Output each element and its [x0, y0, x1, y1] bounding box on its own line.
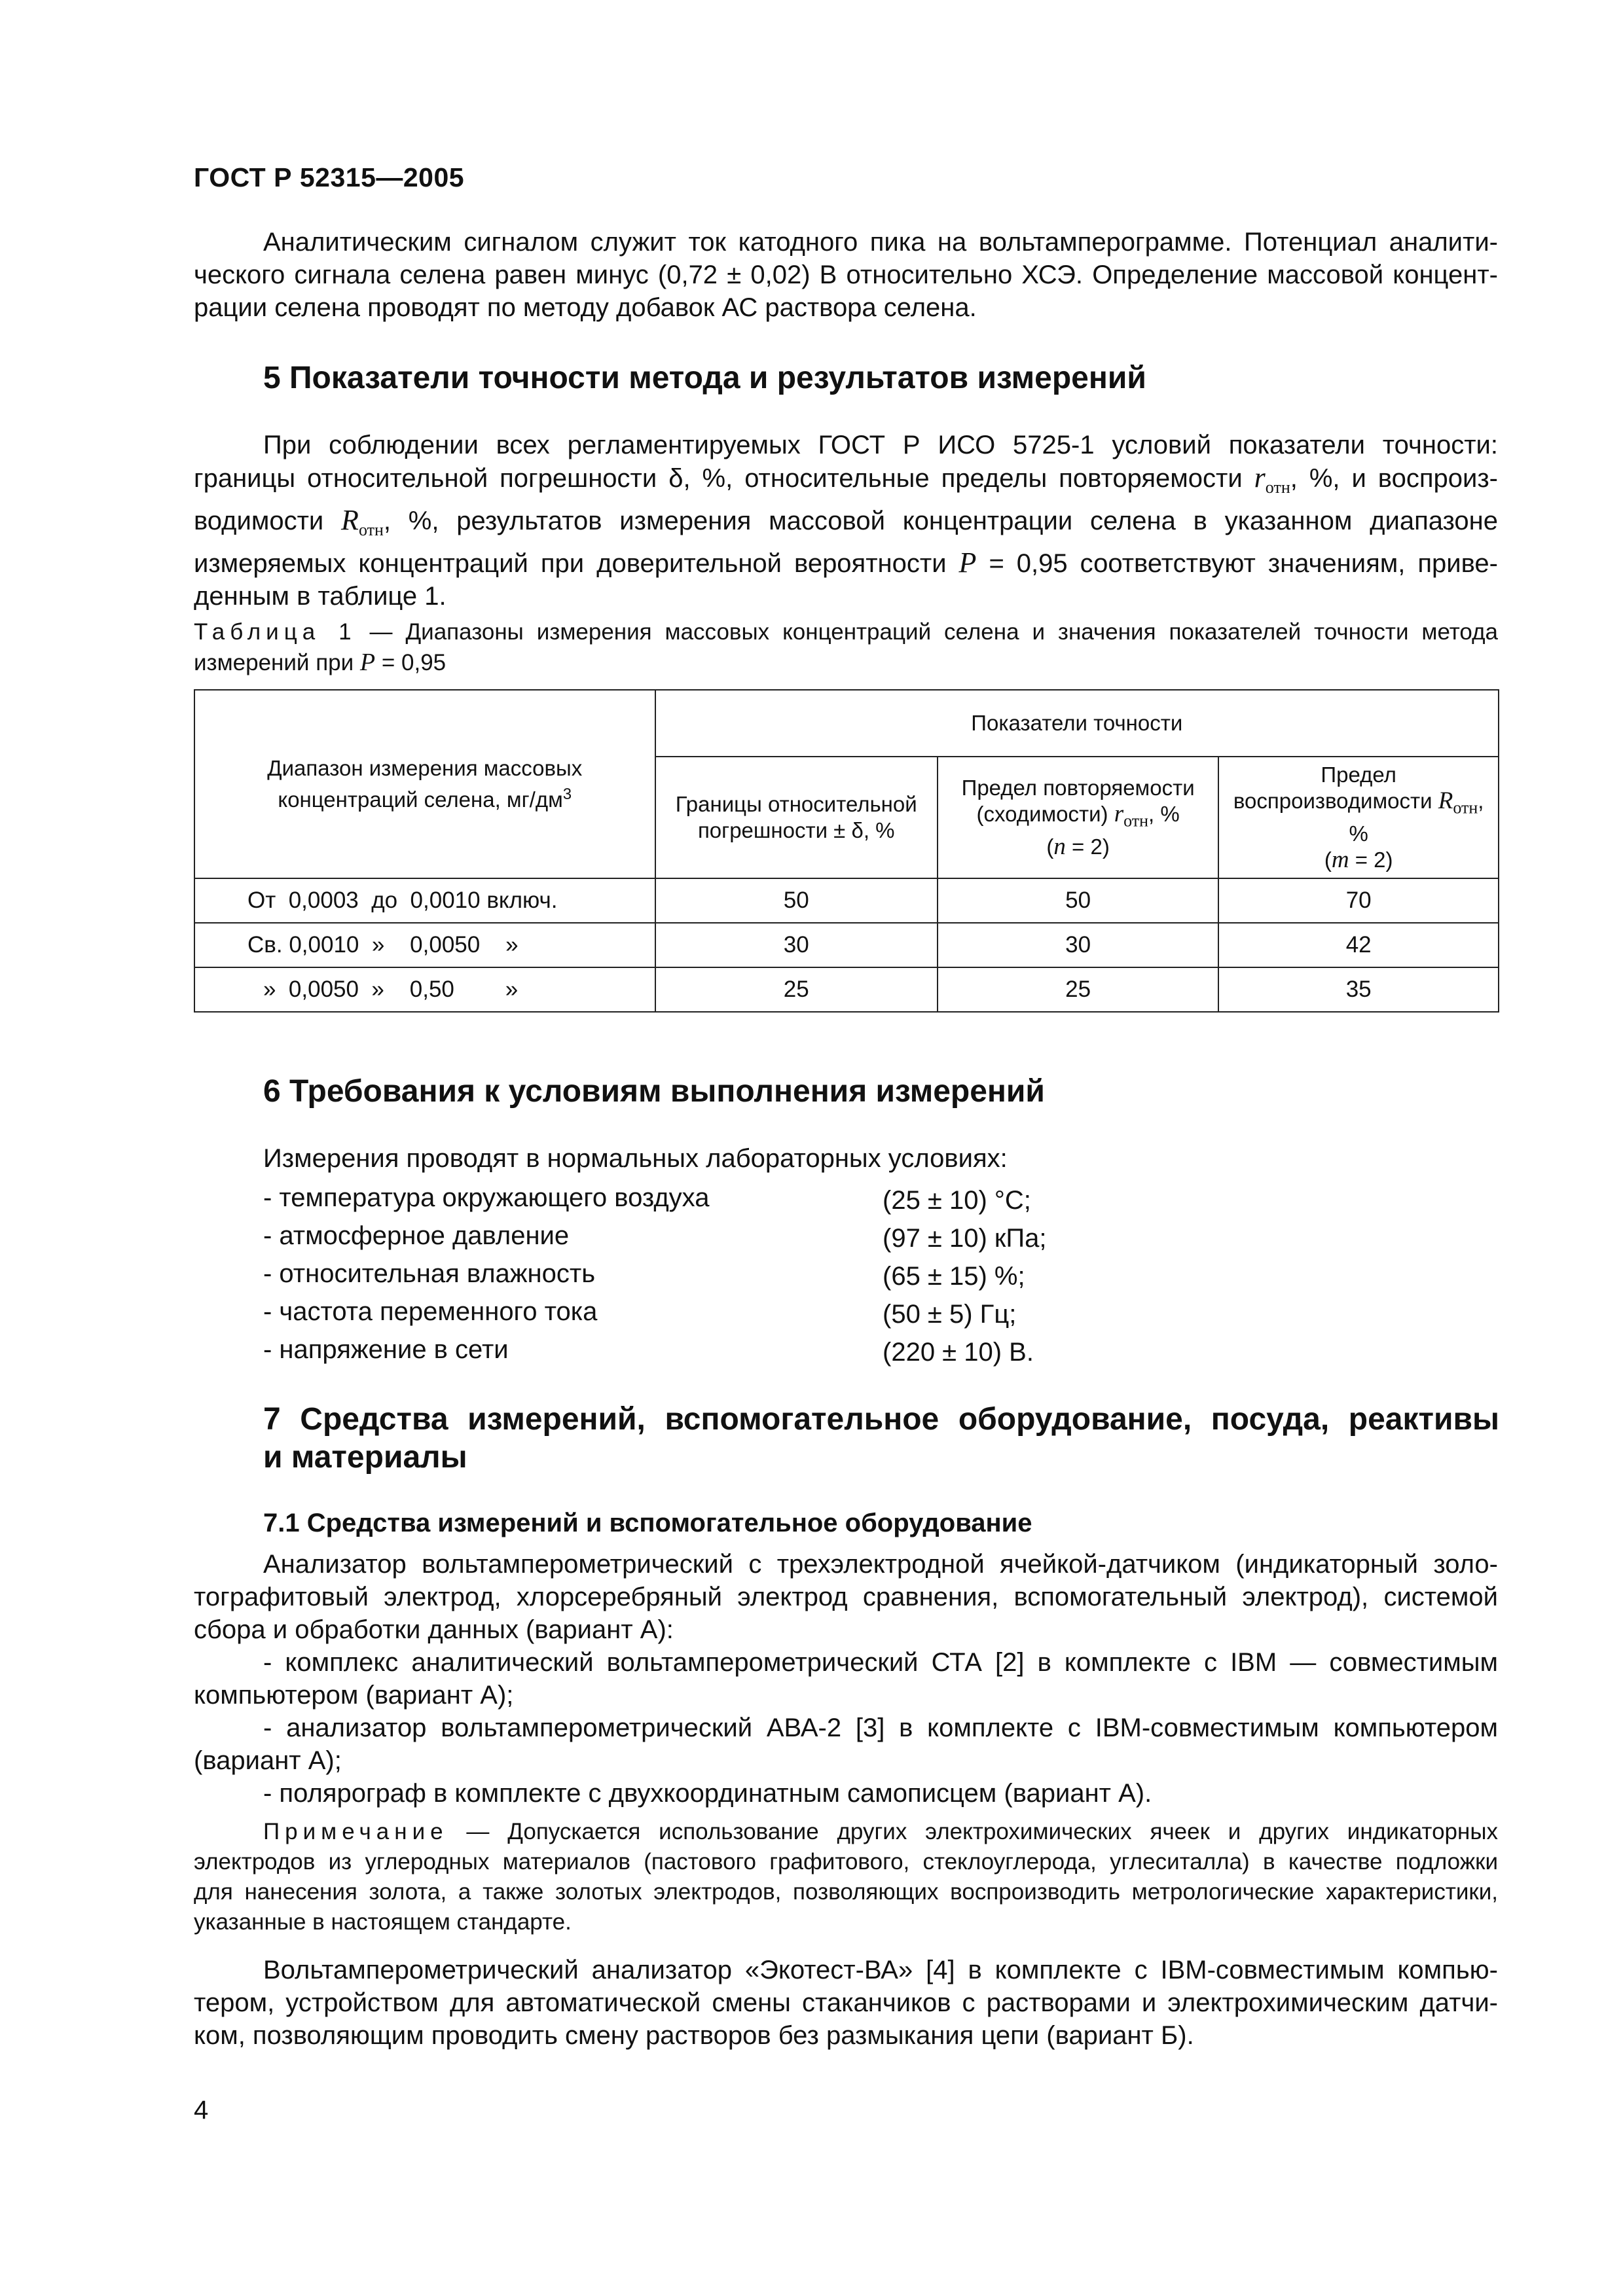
- s5-line: измеряемых концентраций при доверительной вероятности P = 0,95 соответствуют значениям, приве-: [194, 547, 1498, 579]
- condition-value: (65 ± 15) %;: [883, 1262, 1025, 1291]
- list-item: - анализатор вольтамперометрический АВА-2 [3] в комплекте с IBM-совместимым компьютером: [263, 1713, 1498, 1742]
- col-header-repeatability: Предел повторяемости (сходимости) $r_{отн}$, % (n = 2): [938, 757, 1218, 878]
- R-symbol: R: [341, 504, 359, 536]
- section-7-title: 7 Средства измерений, вспомогательное оборудование, посуда, реактивы и материалы: [263, 1402, 1499, 1475]
- document-code: ГОСТ Р 52315—2005: [194, 162, 465, 192]
- cell-reproducibility: 70: [1218, 878, 1499, 923]
- cell-error: 25: [655, 967, 938, 1012]
- condition-value: (50 ± 5) Гц;: [883, 1300, 1017, 1329]
- condition-name: - напряжение в сети: [263, 1335, 509, 1364]
- section-6-intro: Измерения проводят в нормальных лабораторных условиях:: [263, 1144, 1008, 1173]
- table-row: [194, 923, 1499, 967]
- s5-line: При соблюдении всех регламентируемых ГОСТ Р ИСО 5725-1 условий показатели точности:: [263, 431, 1498, 459]
- cell-reproducibility: 42: [1218, 923, 1499, 967]
- intro-paragraph: [194, 226, 1498, 324]
- col-group-header: Показатели точности: [655, 690, 1499, 757]
- note-block: Примечание — Допускается использование других электрохимических ячеек и других индикаторных электродов из углеродных материалов (пастового графитового, стеклоуглерода, углеситалла) в качестве подложки для нанесения золота, а также золотых электродов, позволяющих воспроизводить метрологические характеристики, указанные в настоящем стандарте.: [194, 1819, 1498, 1935]
- condition-name: - относительная влажность: [263, 1259, 596, 1288]
- cell-range: Св. 0,0010 » 0,0050 »: [194, 923, 655, 967]
- table-row: [194, 967, 1499, 1012]
- s5-line: денным в таблице 1.: [194, 582, 447, 611]
- condition-value: (220 ± 10) В.: [883, 1338, 1034, 1367]
- table-header-row: [194, 690, 1499, 757]
- s5-line: границы относительной погрешности δ, %, относительные пределы повторяемости $r_{отн}$, %, и воспроиз-: [194, 461, 1498, 497]
- section-6-title: 6 Требования к условиям выполнения измерений: [263, 1074, 1045, 1109]
- table-1: [194, 689, 1499, 1013]
- col-header-error: Границы относительной погрешности ± δ, %: [655, 757, 938, 878]
- cell-error: 30: [655, 923, 938, 967]
- cell-reproducibility: 35: [1218, 967, 1499, 1012]
- condition-value: (97 ± 10) кПа;: [883, 1224, 1047, 1253]
- intro-line: Аналитическим сигналом служит ток катодного пика на вольтамперограмме. Потенциал аналити-: [263, 228, 1498, 257]
- cell-repeatability: 50: [938, 878, 1218, 923]
- list-item: - полярограф в комплекте с двухкоординатным самописцем (вариант А).: [263, 1779, 1152, 1808]
- condition-name: - температура окружающего воздуха: [263, 1183, 710, 1212]
- intro-line: ческого сигнала селена равен минус (0,72 ± 0,02) В относительно ХСЭ. Определение массовой концент-: [194, 260, 1498, 289]
- cell-range: » 0,0050 » 0,50 »: [194, 967, 655, 1012]
- condition-name: - частота переменного тока: [263, 1297, 598, 1326]
- section-5-paragraph: [194, 429, 1498, 613]
- cell-repeatability: 30: [938, 923, 1218, 967]
- table-label: Таблица 1: [194, 619, 357, 645]
- section-7-last-paragraph: Вольтамперометрический анализатор «Экотест-ВА» [4] в комплекте с IBM-совместимым компью- тером, устройством для автоматической смены стаканчиков с растворами и электрохимическим датчи- ком, позволяющим проводить смену растворов без размыкания цепи (вариант Б).: [194, 1956, 1498, 2050]
- cell-error: 50: [655, 878, 938, 923]
- page-number: 4: [194, 2096, 209, 2125]
- section-7-paragraph: Анализатор вольтамперометрический с трехэлектродной ячейкой-датчиком (индикаторный золо- тографитовый электрод, хлорсеребряный электрод сравнения, вспомогательный электрод), системой сбора и обработки данных (вариант А): - комплекс аналитический вольтамперометрический СТА [2] в комплекте с IBM — совместимым компьютером (вариант А); - анализатор вольтамперометрический АВА-2 [3] в комплекте с IBM-совместимым компьютером (вариант А); - полярограф в комплекте с двухкоординатным самописцем (вариант А).: [194, 1548, 1498, 1810]
- condition-name: - атмосферное давление: [263, 1221, 570, 1250]
- intro-line: рации селена проводят по методу добавок АС раствора селена.: [194, 293, 977, 322]
- section-5-title: 5 Показатели точности метода и результатов измерений: [263, 361, 1146, 395]
- P-symbol: P: [958, 547, 977, 579]
- subsection-7-1-title: 7.1 Средства измерений и вспомогательное оборудование: [263, 1509, 1032, 1537]
- cell-repeatability: 25: [938, 967, 1218, 1012]
- condition-value: (25 ± 10) °С;: [883, 1186, 1031, 1215]
- cell-range: От 0,0003 до 0,0010 включ.: [194, 878, 655, 923]
- r-symbol: r: [1254, 461, 1266, 493]
- list-item: - комплекс аналитический вольтамперометрический СТА [2] в комплекте с IBM — совместимым: [263, 1648, 1498, 1677]
- note-label: Примечание: [263, 1819, 448, 1844]
- col-header-range: Диапазон измерения массовых концентраций селена, $мг/дм^3$: [194, 690, 655, 878]
- col-header-reproducibility: Предел воспроизводимости $R_{отн}$, % (m = 2): [1218, 757, 1499, 878]
- table-row: [194, 878, 1499, 923]
- table-1-caption: Таблица 1 — Диапазоны измерения массовых концентраций селена и значения показателей точности метода измерений при P = 0,95: [194, 619, 1499, 676]
- s5-line: водимости $R_{отн}$, %, результатов измерения массовой концентрации селена в указанном диапазоне: [194, 504, 1498, 539]
